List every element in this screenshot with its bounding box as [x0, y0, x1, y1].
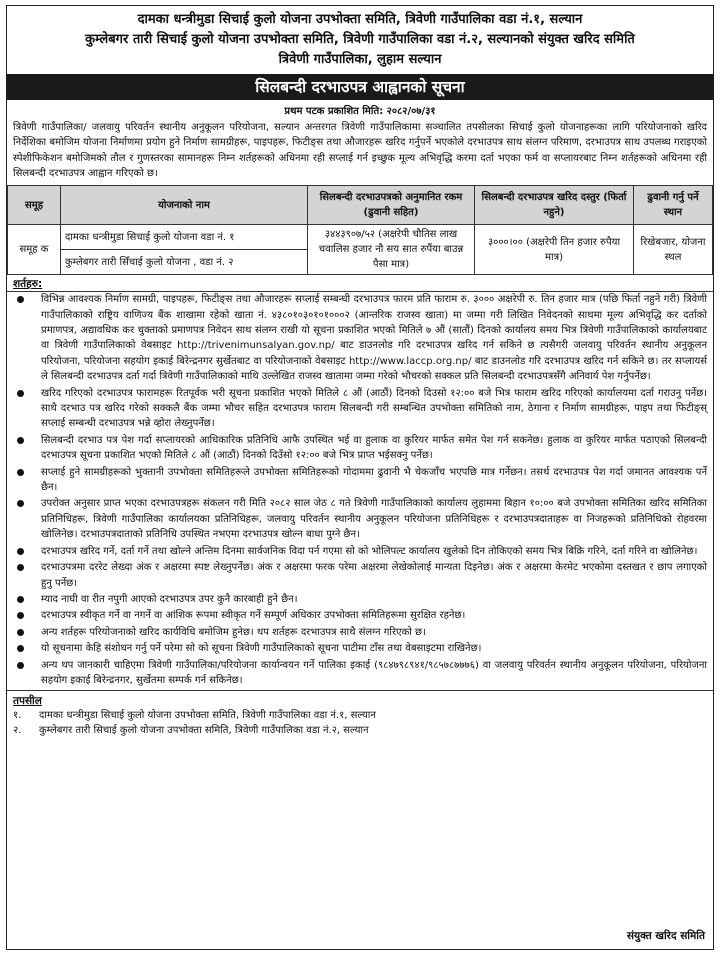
header-delivery-location: ढुवानी गर्नु पर्ने स्थान [634, 186, 713, 225]
header-estimated-amount: सिलबन्दी दरभाउपत्रको अनुमानित रकम (ढुवानी सहित) [308, 186, 475, 225]
project-1-cell: दामका धन्त्रीमुडा सिचाई कुलो योजना वडा नं. १ [61, 225, 308, 250]
signature-committee: संयुक्त खरिद समिति [626, 930, 705, 942]
header-purchase-fee: सिलबन्दी दरभाउपत्र खरिद दस्तुर (फिर्ता नहुने) [475, 186, 634, 225]
term-item: सिलबन्दी दरभाउ पत्र पेश गर्दा सप्लायरको आधिकारिक प्रतिनिधि आफै उपस्थित भई वा हुलाक वा कुरियर मार्फत समेत पेश गर्न सकनेछ। हुलाक वा कुरियर मार्फत पठाएको सिलबन्दी दरभाउपत्र सूचना प्रकाशित भएको मितिले ८ औं (आठौं) दिनको दिउँसो १२:०० बजे भित्र प्राप्त भईसक्नु पर्नेछ। [7, 433, 707, 464]
tapsil-text: दामका धन्त्रीमुडा सिचाई कुलो योजना उपभोक्ता समिति, त्रिवेणी गाउँपालिका वडा नं.१, सल्यान [39, 710, 376, 722]
terms-heading: शर्तहरु: [7, 275, 713, 292]
term-item: विभिन्न आवश्यक निर्माण सामग्री, पाइपहरू, फिटीङ्स तथा औजारहरू सप्लाई सम्बन्धी दरभाउपत्र फारम प्रति फाराम रु. ३००० अक्षरेपी रु. तिन हजार मात्र (पछि फिर्ता नहुने गरी) त्रिवेणी गाउँपालिकाको राष्ट्रिय वाणिज्य बैंक शाखामा रहेको खाता नं. ४३८०१०३०१०१०००२ (आन्तरिक राजस्व खाता) मा जम्मा गरी लिखित निवेदनको साथमा मूल्य अभिवृद्धि कर दर्ताको प्रमाणपत्र, अद्यावधिक कर चुक्ताको प्रमाणपत्र निवेदन साथ संलग्न राखी यो सूचना प्रकाशित भएको मितिले ७ औं (सातौं) दिनको कार्यालय समय भित्र त्रिवेणी गाउँपालिकाको कार्यालयबाट वा त्रिवेणी गाउँपालिकाको वेबसाइट http://trivenimunsalyan.gov.np/ बाट डाउनलोड गरि दरभाउपत्र खरिद गर्न सकिने छ त्यसैगरी जलवायु परिवर्तन स्थानीय अनुकूलन परियोजना, परियोजना सहयोग इकाई बिरेन्द्रनगर सुर्खेतबाट वा परियोजनाको वेबसाइट http://www.laccp.org.np/ बाट डाउनलोड गरि दरभाउपत्र खरिद गर्न सकिने छ। तर सप्लायर्स ले सिलबन्दी दरभाउपत्र दर्ता गर्दा त्रिवेणी गाउँपालिकाको माथि उल्लेखित राजस्व खातामा जम्मा गरेको भौचरको सक्कल प्रति सिलबन्दी दरभाउपत्रसँगै अनिवार्य पेश गर्नुपर्नेछ। [7, 292, 707, 384]
location-cell: रिखेबजार, योजना स्थल [634, 225, 713, 275]
term-item: सप्लाई हुने सामग्रीहरूको भुक्तानी उपभोक्ता समितिहरूले उपभोक्ता समितिहरूको गोदाममा ढुवानी भै चेकजाँच भएपछि मात्र गर्नेछन। तसर्थ दरभाउपत्र पेश गर्दा जमानत आवश्यक पर्ने छैन। [7, 465, 707, 496]
header-line-3: त्रिवेणी गाउँपालिका, लुहाम सल्यान [278, 52, 442, 67]
tapsil-number: १. [13, 710, 22, 722]
notice-header [7, 6, 713, 72]
group-cell: समूह क [8, 225, 61, 275]
table-row [8, 225, 713, 250]
fee-cell: ३०००।०० (अक्षरेपी तिन हजार रुपैया मात्र) [475, 225, 634, 275]
term-item: दरभाउपत्रमा दररेट लेख्दा अंक र अक्षरमा स्पष्ट लेख्नुपर्नेछ। अंक र अक्षरमा फरक परेमा अक्षरमा लेखेकोलाई मान्यता दिइनेछ। अंक र अक्षरमा केरमेट भएकोमा दस्तखत र छाप लगाएको हुनु पर्नेछ। [7, 560, 707, 591]
tender-table [7, 185, 713, 275]
notice-page [6, 5, 714, 950]
terms-list [7, 292, 713, 688]
term-item: दरभाउपत्र खरिद गर्ने, दर्ता गर्ने तथा खोल्ने अन्तिम दिनमा सार्वजनिक विदा पर्न गएमा सो को भोलिपल्ट कार्यालय खुलेको दिन तोकिएको समय भित्र बिक्रि गरिने, दर्ता गरिने वा खोलिनेछ। [7, 544, 707, 559]
term-item: म्याद नाघी वा रीत नपुगी आएको दरभाउपत्र उपर कुनै कारबाही हुने छैन। [7, 592, 707, 607]
header-line-1: दामका धन्त्रीमुडा सिचाई कुलो योजना उपभोक्ता समिति, त्रिवेणी गाउँपालिका वडा नं.१, सल्यान [137, 12, 583, 27]
header-group: समूह [8, 186, 61, 225]
term-item: अन्य शर्तहरू परियोजनाको खरिद कार्यविधि बमोजिम हुनेछ। थप शर्तहरू दरभाउपत्र साथै संलग्न गरिएको छ। [7, 625, 707, 640]
term-item: दरभाउपत्र स्वीकृत गर्ने वा नगर्ने वा आंशिक रूपमा स्वीकृत गर्ने सम्पूर्ण अधिकार उपभोक्ता समितिहरूमा सुरक्षित रहनेछ। [7, 608, 707, 623]
amount-cell: ३४४३९०७/५२ (अक्षरेपी चौतिस लाख चवालिस हजार नौ सय सात रुपैंया बाउन्न पैसा मात्र) [308, 225, 475, 275]
header-line-2: कुम्लेबगर तारी सिचाई कुलो योजना उपभोक्ता समिति, त्रिवेणी गाउँपालिका वडा नं.२, सल्यानको संयुक्त खरिद समिति [85, 32, 635, 47]
list-item [7, 723, 713, 738]
term-item: खरिद गरिएको दरभाउपत्र फारामहरू रितपूर्वक भरी सूचना प्रकाशित भएको मितिले ८ औं (आठौं) दिनको दिउसो १२:०० बजे भित्र फाराम खरिद गरिएको कार्यालयमा दर्ता गराउनु पर्नेछ। साथै दरभाउ पत्र खरिद गरेको सक्कलै बैंक जम्मा भौचर सहित दरभाउपत्र फाराम सिलबन्दी गरी सम्बन्धित उपभोक्ता समितिको नाम, ठेगाना र निर्माण सामग्रीहरू, पाइप तथा फिटीङ्स् सप्लाई सम्बन्धी दरभाउपत्र भन्ने व्होरा लेख्नुपर्नेछ। [7, 386, 707, 432]
project-2-cell: कुम्लेबगर तारी सिँचाई कुलो योजना , वडा नं. २ [61, 250, 308, 275]
header-project-name: योजनाको नाम [61, 186, 308, 225]
intro-paragraph: त्रिवेणी गाउँपालिका/ जलवायु परिवर्तन स्थानीय अनुकूलन परियोजना, सल्यान अन्तरगत त्रिवेणी गाउँपालिकामा सञ्चालित तपसीलका सिचाई कुलो योजनाहरूका लागि परियोजनाको खरिद निर्देशिका बमोजिम योजना निर्माणमा प्रयोग हुने निर्माण सामग्रीहरू, पाइपहरू, फिटीङ्स तथा औजारहरू खरिद गर्नुपर्ने भएकोले दरभाउपत्र साथ संलग्न परिमाण, दरभाउपत्र साथ उपलब्ध गराइएको स्पेशीफिकेशन बमोजिमको तौल र गुणस्तरका सामानहरू निम्न शर्तहरूको अधिनमा रही सप्लाई गर्न इच्छुक मूल्य अभिवृद्धि करमा दर्ता भएका फर्म वा सप्लायरबाट निम्न शर्तहरूको अधिनमा रही सिलबन्दी दरभाउपत्र आह्वान गरिएको छ। [13, 122, 707, 179]
tapsil-text: कुम्लेबगर तारी सिचाई कुलो योजना उपभोक्ता समिति, त्रिवेणी गाउँपालिका वडा नं.२, सल्यान [39, 725, 369, 737]
tapsil-number: २. [13, 725, 22, 737]
term-item: उपरोक्त अनुसार प्राप्त भएका दरभाउपत्रहरू संकलन गरी मिति २०८२ साल जेठ ८ गते त्रिवेणी गाउँपालिकाको कार्यालय लुहाममा बिहान १०:०० बजे उपभोक्ता समितिका खरिद समितिका प्रतिनिधिहरू, त्रिवेणी गाउँपालिका कार्यालयका प्रतिनिधिहरू, जलवायु परिवर्तन स्थानीय अनुकूलन परियोजना प्रतिनिधिहरू र दरभाउपत्रदाताहरू वा निजहरूको प्रतिनिधिको रोहवरमा खोलिनेछ। दरभाउपत्रदाताको प्रतिनिधि उपस्थित नभएमा दरभाउपत्र खोल्न बाधा पुग्ने छैन। [7, 496, 707, 542]
term-item: यो सूचनामा केहि संशोधन गर्नु पर्ने परेमा सो को सूचना त्रिवेणी गाउँपालिकाको सूचना पाटीमा टाँस तथा वेबसाइटमा राखिनेछ। [7, 641, 707, 656]
list-item [7, 708, 713, 723]
table-header-row [8, 186, 713, 225]
publication-date: प्रथम पटक प्रकाशित मिति: २०८२/०७/३१ [284, 106, 436, 117]
tapsil-heading: तपसील [7, 690, 713, 708]
notice-title-banner: सिलबन्दी दरभाउपत्र आह्वानको सूचना [7, 74, 713, 100]
term-item: अन्य थप जानकारी चाहिएमा त्रिवेणी गाउँपालिका/परियोजना कार्यान्वयन गर्ने पालिका इकाई (९८४७९८९४१/९८५७८७७७६) वा जलवायु परिवर्तन स्थानीय अनुकूलन परियोजना, परियोजना सहयोग इकाई बिरेन्द्रनगर, सुर्खेतमा सम्पर्क गर्न सकिनेछ। [7, 658, 707, 689]
